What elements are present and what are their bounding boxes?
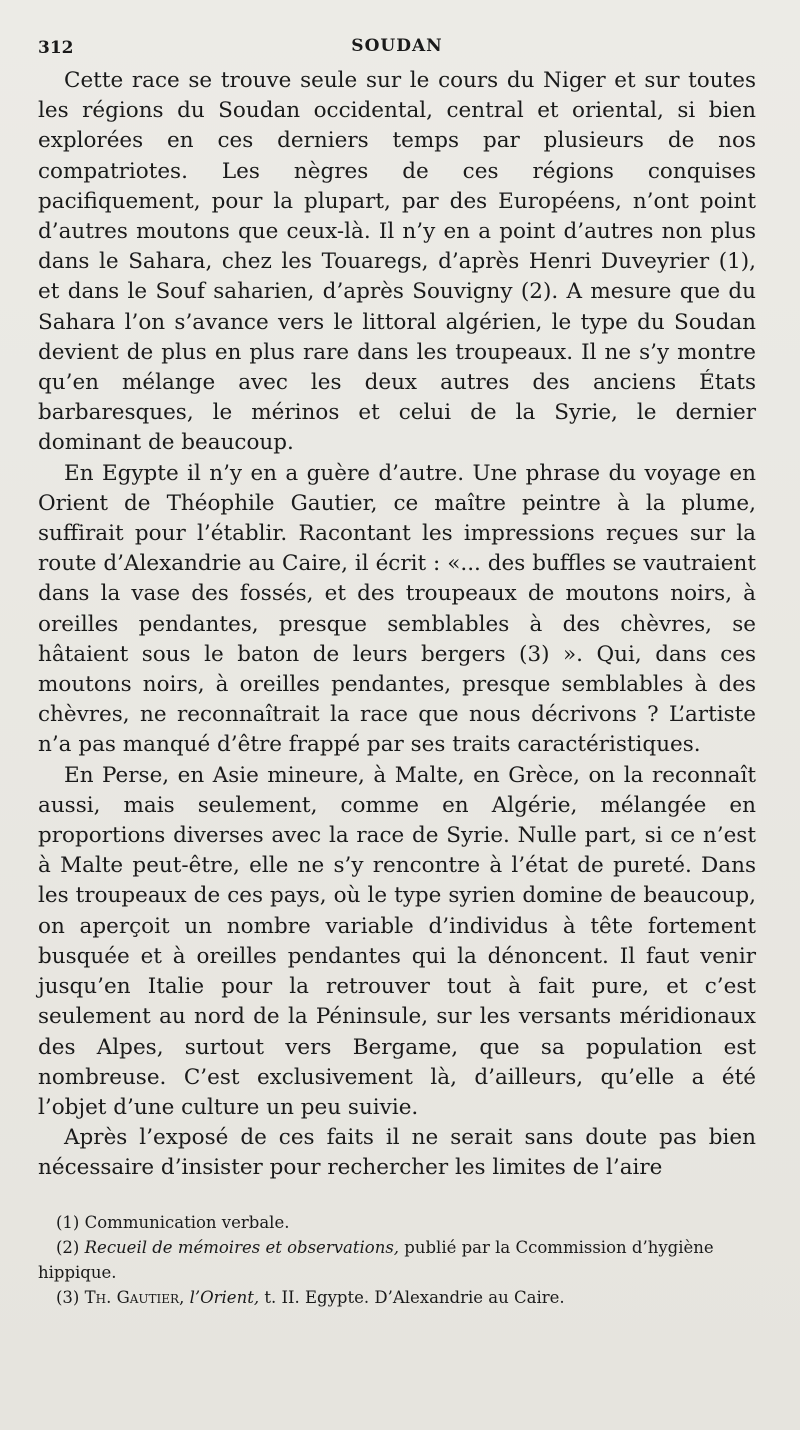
body-text <box>38 66 756 1184</box>
paragraph-4: Après l’exposé de ces faits il ne serait sans doute pas bien nécessaire d’insister pour rechercher les limites de l’aire <box>38 1125 756 1181</box>
footnote-3-rest: t. II. Egypte. D’Alexandrie au Caire. <box>259 1287 565 1307</box>
footnote-2 <box>38 1235 756 1285</box>
paragraph-2: En Egypte il n’y en a guère d’autre. Une phrase du voyage en Orient de Théophile Gautier, ce maître peintre à la plume, suffirait pour l’établir. Racontant les impressions reçues sur la route d’Alexandrie au Caire, il écrit : «... des buffles se vautraient dans la vase des fossés, et des troupeaux de moutons noirs, à oreilles pendantes, presque semblables à des chèvres, se hâtaient sous le baton de leurs bergers (3) ». Qui, dans ces moutons noirs, à oreilles pendantes, presque semblables à des chèvres, ne reconnaîtrait la race que nous décrivons ? L’artiste n’a pas manqué d’être frappé par ses traits caractéristiques. <box>38 460 756 758</box>
footnotes <box>38 1210 756 1310</box>
running-head <box>38 30 756 60</box>
footnote-3-mark: (3) <box>56 1287 80 1307</box>
footnote-1: (1) Communication verbale. <box>56 1212 290 1232</box>
running-title: SOUDAN <box>351 36 443 56</box>
footnote-3-author: Th. Gautier, <box>84 1287 185 1307</box>
footnote-2-title: Recueil de mémoires et observations, <box>84 1237 400 1257</box>
footnote-3-work: l’Orient, <box>189 1287 260 1307</box>
footnote-2-mark: (2) <box>56 1237 80 1257</box>
footnote-2-rest: publié par la Ccommission d’hygiène hippique. <box>38 1237 714 1282</box>
footnote-3 <box>38 1285 756 1310</box>
paragraph-3: En Perse, en Asie mineure, à Malte, en Grèce, on la reconnaît aussi, mais seulement, comme en Algérie, mélangée en proportions diverses avec la race de Syrie. Nulle part, si ce n’est à Malte peut-être, elle ne s’y rencontre à l’état de pureté. Dans les troupeaux de ces pays, où le type syrien domine de beaucoup, on aperçoit un nombre variable d’individus à tête fortement busquée et à oreilles pendantes qui la dénoncent. Il faut venir jusqu’en Italie pour la retrouver tout à fait pure, et c’est seulement au nord de la Péninsule, sur les versants méridionaux des Alpes, surtout vers Bergame, que sa population est nombreuse. C’est exclusivement là, d’ailleurs, qu’elle a été l’objet d’une culture un peu suivie. <box>38 762 756 1120</box>
page-number: 312 <box>38 38 74 58</box>
paragraph-1: Cette race se trouve seule sur le cours du Niger et sur toutes les régions du Soudan occidental, central et oriental, si bien explorées en ces derniers temps par plusieurs de nos compatriotes. Les nègres de ces régions conquises pacifiquement, pour la plupart, par des Européens, n’ont point d’autres moutons que ceux-là. Il n’y en a point d’autres non plus dans le Sahara, chez les Touaregs, d’après Henri Duveyrier (1), et dans le Souf saharien, d’après Souvigny (2). A mesure que du Sahara l’on s’avance vers le littoral algérien, le type du Soudan devient de plus en plus rare dans les troupeaux. Il ne s’y montre qu’en mélange avec les deux autres des anciens États barbaresques, le mérinos et celui de la Syrie, le dernier dominant de beaucoup. <box>38 68 756 456</box>
